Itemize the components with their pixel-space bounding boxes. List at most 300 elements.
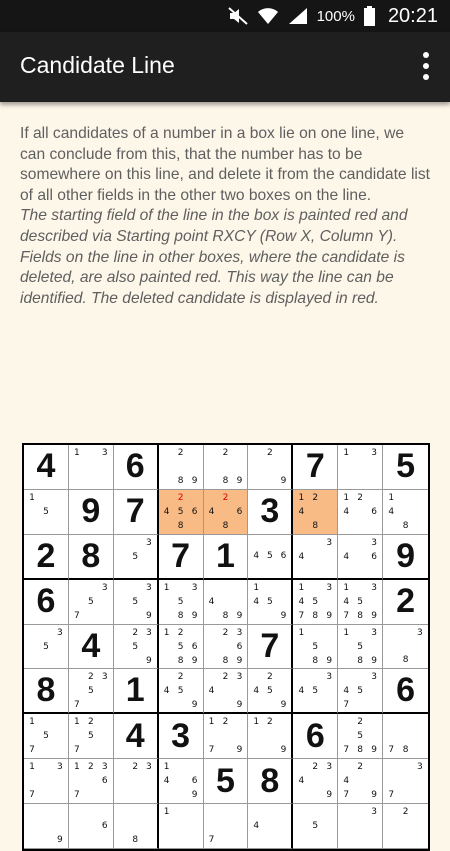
sudoku-cell[interactable] bbox=[114, 669, 159, 714]
candidate bbox=[53, 729, 67, 743]
sudoku-cell[interactable] bbox=[204, 759, 249, 804]
candidate: 8 bbox=[357, 610, 364, 621]
candidate: 4 bbox=[298, 686, 305, 697]
candidate: 4 bbox=[343, 776, 350, 787]
candidate: 8 bbox=[177, 655, 184, 666]
candidate-grid bbox=[294, 626, 336, 668]
sudoku-cell[interactable] bbox=[69, 580, 114, 625]
cell-value: 1 bbox=[216, 536, 235, 575]
candidate: 6 bbox=[371, 551, 377, 562]
sudoku-cell[interactable] bbox=[248, 490, 293, 535]
cell-value: 3 bbox=[171, 716, 191, 755]
candidate bbox=[263, 581, 277, 595]
sudoku-cell[interactable] bbox=[293, 445, 338, 490]
sudoku-cell[interactable] bbox=[248, 445, 293, 490]
sudoku-cell[interactable] bbox=[69, 535, 114, 580]
candidate: 1 bbox=[388, 492, 395, 503]
candidate bbox=[174, 819, 188, 833]
candidate bbox=[115, 609, 129, 623]
sudoku-cell[interactable] bbox=[338, 714, 383, 759]
candidate bbox=[384, 805, 398, 819]
sudoku-cell[interactable] bbox=[204, 804, 249, 849]
cell-value: 7 bbox=[260, 626, 280, 665]
sudoku-cell[interactable] bbox=[114, 759, 159, 804]
candidate bbox=[53, 505, 67, 519]
candidate bbox=[384, 729, 398, 743]
candidate bbox=[263, 729, 277, 743]
candidate bbox=[53, 640, 67, 654]
candidate bbox=[188, 460, 202, 474]
candidate: 6 bbox=[280, 551, 287, 562]
candidate bbox=[367, 833, 381, 847]
candidate bbox=[249, 446, 263, 460]
sudoku-cell[interactable] bbox=[293, 625, 338, 670]
candidate bbox=[128, 581, 142, 595]
candidate bbox=[294, 536, 308, 550]
sudoku-cell[interactable] bbox=[204, 669, 249, 714]
cell-value: 6 bbox=[125, 447, 145, 486]
candidate-grid bbox=[294, 760, 336, 802]
candidate bbox=[160, 446, 174, 460]
sudoku-cell[interactable] bbox=[159, 445, 204, 490]
sudoku-cell[interactable] bbox=[383, 490, 428, 535]
candidate bbox=[294, 670, 308, 684]
candidate bbox=[188, 491, 202, 505]
candidate: 5 bbox=[312, 596, 319, 607]
sudoku-cell[interactable] bbox=[383, 535, 428, 580]
candidate bbox=[98, 460, 112, 474]
candidate bbox=[413, 743, 427, 757]
status-icons bbox=[228, 0, 438, 32]
candidate-grid bbox=[339, 715, 381, 757]
candidate bbox=[70, 474, 84, 488]
candidate bbox=[84, 743, 98, 757]
sudoku-cell[interactable] bbox=[114, 445, 159, 490]
candidate bbox=[232, 805, 246, 819]
candidate: 7 bbox=[343, 610, 350, 621]
sudoku-cell[interactable] bbox=[69, 669, 114, 714]
candidate: 1 bbox=[343, 448, 350, 458]
candidate bbox=[160, 460, 174, 474]
sudoku-cell[interactable] bbox=[383, 759, 428, 804]
candidate bbox=[115, 819, 129, 833]
candidate bbox=[128, 654, 142, 668]
sudoku-cell[interactable] bbox=[204, 535, 249, 580]
candidate: 5 bbox=[357, 731, 364, 742]
candidate bbox=[413, 653, 427, 667]
candidate-grid bbox=[70, 581, 112, 623]
candidate bbox=[98, 698, 112, 712]
candidate bbox=[322, 698, 336, 711]
candidate-grid bbox=[339, 626, 381, 668]
candidate bbox=[308, 536, 322, 550]
sudoku-cell[interactable] bbox=[159, 714, 204, 759]
sudoku-cell[interactable] bbox=[293, 714, 338, 759]
candidate bbox=[174, 698, 188, 712]
candidate bbox=[25, 729, 39, 743]
candidate bbox=[98, 805, 112, 819]
candidate bbox=[367, 760, 381, 774]
candidate bbox=[263, 609, 277, 623]
candidate bbox=[353, 698, 367, 712]
candidate bbox=[39, 626, 53, 640]
candidate bbox=[39, 760, 53, 774]
candidate bbox=[219, 460, 233, 474]
candidate: 6 bbox=[371, 506, 377, 517]
candidate: 4 bbox=[343, 506, 350, 517]
candidate-grid bbox=[70, 446, 112, 488]
cell-value: 2 bbox=[36, 536, 56, 575]
sudoku-cell[interactable] bbox=[24, 580, 69, 625]
sudoku-cell[interactable] bbox=[69, 804, 114, 849]
sudoku-cell[interactable] bbox=[114, 804, 159, 849]
candidate bbox=[205, 626, 219, 640]
candidate-grid bbox=[384, 805, 427, 847]
candidate: 1 bbox=[163, 807, 170, 818]
sudoku-cell[interactable] bbox=[248, 759, 293, 804]
candidate: 2 bbox=[222, 627, 229, 638]
candidate: 8 bbox=[312, 655, 319, 666]
candidate bbox=[398, 774, 412, 788]
sudoku-cell[interactable] bbox=[69, 445, 114, 490]
candidate bbox=[277, 833, 291, 847]
candidate: 2 bbox=[177, 492, 184, 503]
sudoku-cell[interactable] bbox=[338, 625, 383, 670]
sudoku-cell[interactable] bbox=[383, 669, 428, 714]
candidate: 5 bbox=[132, 551, 139, 562]
candidate: 9 bbox=[371, 610, 377, 621]
signal-icon bbox=[288, 7, 308, 25]
candidate-grid bbox=[115, 626, 156, 668]
sudoku-cell[interactable] bbox=[248, 804, 293, 849]
candidate bbox=[263, 698, 277, 712]
candidate bbox=[277, 805, 291, 819]
sudoku-cell[interactable] bbox=[159, 804, 204, 849]
candidate bbox=[232, 491, 246, 505]
candidate: 7 bbox=[208, 835, 215, 845]
candidate bbox=[205, 581, 219, 595]
overflow-menu-icon[interactable] bbox=[420, 52, 432, 80]
candidate bbox=[384, 519, 398, 533]
cell-value: 4 bbox=[36, 447, 56, 486]
sudoku-cell[interactable] bbox=[293, 804, 338, 849]
candidate-grid bbox=[339, 805, 381, 847]
candidate bbox=[367, 474, 381, 488]
candidate bbox=[294, 788, 308, 802]
candidate bbox=[160, 654, 174, 668]
candidate bbox=[84, 805, 98, 819]
candidate bbox=[98, 833, 112, 847]
sudoku-cell[interactable] bbox=[293, 759, 338, 804]
sudoku-cell[interactable] bbox=[383, 714, 428, 759]
candidate bbox=[353, 505, 367, 519]
candidate bbox=[205, 460, 219, 474]
candidate: 9 bbox=[191, 700, 198, 711]
sudoku-cell[interactable] bbox=[24, 445, 69, 490]
candidate-grid bbox=[205, 626, 247, 668]
sudoku-cell[interactable] bbox=[159, 490, 204, 535]
sudoku-cell[interactable] bbox=[204, 580, 249, 625]
candidate bbox=[249, 805, 263, 819]
sudoku-cell[interactable] bbox=[338, 490, 383, 535]
candidate bbox=[115, 564, 129, 577]
candidate-grid bbox=[160, 805, 202, 847]
candidate-grid bbox=[70, 760, 112, 802]
explanation bbox=[20, 124, 430, 309]
sudoku-cell[interactable] bbox=[383, 804, 428, 849]
candidate bbox=[339, 805, 353, 819]
candidate: 4 bbox=[298, 596, 305, 607]
sudoku-cell[interactable] bbox=[204, 445, 249, 490]
candidate bbox=[232, 446, 246, 460]
candidate: 9 bbox=[191, 790, 198, 801]
candidate: 2 bbox=[87, 762, 94, 773]
candidate bbox=[353, 805, 367, 819]
sudoku-cell[interactable] bbox=[24, 535, 69, 580]
candidate bbox=[70, 595, 84, 609]
sudoku-cell[interactable] bbox=[114, 714, 159, 759]
candidate-grid bbox=[25, 715, 67, 757]
candidate: 1 bbox=[343, 582, 350, 593]
sudoku-cell[interactable] bbox=[24, 669, 69, 714]
candidate: 4 bbox=[253, 596, 260, 607]
cell-value: 4 bbox=[125, 716, 145, 755]
sudoku-cell[interactable] bbox=[293, 490, 338, 535]
sudoku-cell[interactable] bbox=[248, 580, 293, 625]
candidate bbox=[277, 446, 291, 460]
candidate: 5 bbox=[87, 596, 94, 607]
candidate bbox=[277, 670, 291, 684]
candidate: 8 bbox=[402, 655, 409, 666]
candidate: 8 bbox=[222, 610, 229, 621]
candidate: 2 bbox=[87, 672, 94, 683]
sudoku-cell[interactable] bbox=[338, 759, 383, 804]
candidate: 7 bbox=[73, 790, 80, 801]
candidate bbox=[232, 519, 246, 533]
sudoku-cell[interactable] bbox=[69, 759, 114, 804]
sudoku-cell[interactable] bbox=[159, 759, 204, 804]
candidate bbox=[413, 505, 427, 519]
sudoku-cell[interactable] bbox=[69, 625, 114, 670]
candidate: 1 bbox=[298, 492, 305, 503]
candidate: 3 bbox=[101, 582, 108, 593]
candidate bbox=[294, 640, 308, 654]
candidate bbox=[115, 550, 129, 564]
sudoku-cell[interactable] bbox=[114, 490, 159, 535]
sudoku-cell[interactable] bbox=[293, 580, 338, 625]
sudoku-cell[interactable] bbox=[248, 669, 293, 714]
candidate bbox=[249, 563, 263, 576]
candidate bbox=[277, 581, 291, 595]
sudoku-cell[interactable] bbox=[248, 625, 293, 670]
sudoku-cell[interactable] bbox=[159, 535, 204, 580]
candidate bbox=[84, 698, 98, 712]
candidate bbox=[174, 833, 188, 847]
candidate: 5 bbox=[312, 641, 319, 652]
sudoku-cell[interactable] bbox=[338, 445, 383, 490]
candidate bbox=[339, 640, 353, 654]
candidate bbox=[39, 491, 53, 505]
candidate bbox=[39, 788, 53, 802]
candidate: 3 bbox=[101, 672, 108, 683]
app-bar bbox=[0, 32, 450, 102]
candidate: 6 bbox=[191, 641, 198, 652]
candidate-grid bbox=[205, 491, 247, 533]
candidate bbox=[142, 819, 156, 833]
candidate bbox=[322, 519, 336, 533]
candidate: 5 bbox=[177, 596, 184, 607]
sudoku-cell[interactable] bbox=[338, 535, 383, 580]
candidate bbox=[188, 670, 202, 684]
candidate: 2 bbox=[132, 627, 139, 638]
sudoku-cell[interactable] bbox=[24, 625, 69, 670]
candidate: 9 bbox=[280, 700, 287, 711]
candidate bbox=[84, 774, 98, 788]
candidate: 2 bbox=[402, 807, 409, 818]
sudoku-cell[interactable] bbox=[383, 580, 428, 625]
sudoku-cell[interactable] bbox=[204, 490, 249, 535]
candidate-grid bbox=[115, 805, 156, 847]
sudoku-cell[interactable] bbox=[24, 759, 69, 804]
candidate bbox=[98, 609, 112, 623]
candidate bbox=[398, 729, 412, 743]
candidate: 1 bbox=[298, 627, 305, 638]
sudoku-cell[interactable] bbox=[159, 580, 204, 625]
candidate bbox=[339, 819, 353, 833]
sudoku-cell[interactable] bbox=[114, 580, 159, 625]
sudoku-cell[interactable] bbox=[338, 669, 383, 714]
candidate: 7 bbox=[388, 790, 395, 801]
candidate bbox=[249, 670, 263, 684]
candidate bbox=[115, 595, 129, 609]
candidate bbox=[413, 491, 427, 505]
candidate bbox=[98, 684, 112, 698]
candidate: 5 bbox=[177, 686, 184, 697]
candidate bbox=[25, 626, 39, 640]
sudoku-cell[interactable] bbox=[159, 625, 204, 670]
sudoku-cell[interactable] bbox=[114, 625, 159, 670]
sudoku-cell[interactable] bbox=[24, 804, 69, 849]
candidate bbox=[53, 774, 67, 788]
candidate-grid bbox=[249, 581, 290, 623]
candidate: 3 bbox=[371, 448, 377, 458]
candidate: 6 bbox=[191, 776, 198, 787]
candidate bbox=[39, 833, 53, 847]
clock: 20:21 bbox=[387, 4, 438, 27]
sudoku-cell[interactable] bbox=[338, 580, 383, 625]
candidate bbox=[84, 581, 98, 595]
candidate: 2 bbox=[312, 762, 319, 773]
candidate bbox=[249, 536, 263, 549]
candidate bbox=[353, 833, 367, 847]
candidate: 8 bbox=[402, 520, 409, 531]
candidate bbox=[53, 805, 67, 819]
candidate: 4 bbox=[208, 686, 215, 697]
sudoku-cell[interactable] bbox=[159, 669, 204, 714]
candidate bbox=[174, 460, 188, 474]
candidate bbox=[263, 833, 277, 847]
candidate: 2 bbox=[222, 717, 229, 728]
sudoku-cell[interactable] bbox=[383, 445, 428, 490]
candidate bbox=[115, 788, 129, 802]
candidate bbox=[128, 609, 142, 623]
candidate bbox=[219, 819, 233, 833]
sudoku-cell[interactable] bbox=[114, 535, 159, 580]
sudoku-cell[interactable] bbox=[69, 714, 114, 759]
candidate: 8 bbox=[177, 475, 184, 486]
candidate bbox=[188, 684, 202, 698]
candidate bbox=[263, 743, 277, 757]
candidate bbox=[188, 819, 202, 833]
sudoku-cell[interactable] bbox=[69, 490, 114, 535]
sudoku-cell[interactable] bbox=[24, 490, 69, 535]
candidate: 5 bbox=[87, 686, 94, 697]
candidate bbox=[205, 474, 219, 488]
sudoku-cell[interactable] bbox=[248, 535, 293, 580]
candidate bbox=[322, 595, 336, 609]
candidate: 2 bbox=[222, 492, 229, 503]
candidate bbox=[308, 788, 322, 802]
candidate-grid bbox=[339, 491, 381, 533]
candidate bbox=[174, 581, 188, 595]
sudoku-cell[interactable] bbox=[293, 669, 338, 714]
sudoku-cell[interactable] bbox=[338, 804, 383, 849]
candidate bbox=[367, 684, 381, 698]
sudoku-cell[interactable] bbox=[204, 714, 249, 759]
sudoku-cell[interactable] bbox=[293, 535, 338, 580]
candidate bbox=[384, 626, 398, 640]
candidate bbox=[322, 550, 336, 564]
candidate: 2 bbox=[357, 717, 364, 728]
candidate-grid bbox=[294, 536, 336, 577]
candidate bbox=[115, 536, 129, 550]
candidate bbox=[160, 519, 174, 533]
candidate bbox=[232, 460, 246, 474]
sudoku-cell[interactable] bbox=[383, 625, 428, 670]
candidate bbox=[160, 474, 174, 488]
candidate: 3 bbox=[416, 762, 423, 773]
candidate: 3 bbox=[145, 627, 152, 638]
candidate bbox=[384, 819, 398, 833]
candidate bbox=[25, 805, 39, 819]
candidate: 2 bbox=[177, 448, 184, 458]
sudoku-cell[interactable] bbox=[204, 625, 249, 670]
candidate: 8 bbox=[222, 475, 229, 486]
sudoku-cell[interactable] bbox=[248, 714, 293, 759]
candidate: 8 bbox=[402, 745, 409, 756]
candidate bbox=[384, 774, 398, 788]
candidate bbox=[142, 774, 156, 788]
candidate bbox=[263, 819, 277, 833]
sudoku-cell[interactable] bbox=[24, 714, 69, 759]
overflow-dot bbox=[423, 74, 429, 80]
candidate: 1 bbox=[208, 717, 215, 728]
candidate: 2 bbox=[132, 762, 139, 773]
candidate bbox=[53, 491, 67, 505]
candidate bbox=[367, 715, 381, 729]
candidate: 9 bbox=[236, 475, 243, 486]
overflow-dot bbox=[423, 52, 429, 58]
candidate bbox=[142, 564, 156, 577]
candidate bbox=[413, 833, 427, 847]
candidate bbox=[115, 760, 129, 774]
candidate: 3 bbox=[371, 537, 377, 548]
candidate bbox=[84, 446, 98, 460]
candidate bbox=[308, 805, 322, 819]
candidate bbox=[263, 460, 277, 474]
candidate bbox=[188, 519, 202, 533]
candidate bbox=[294, 698, 308, 711]
